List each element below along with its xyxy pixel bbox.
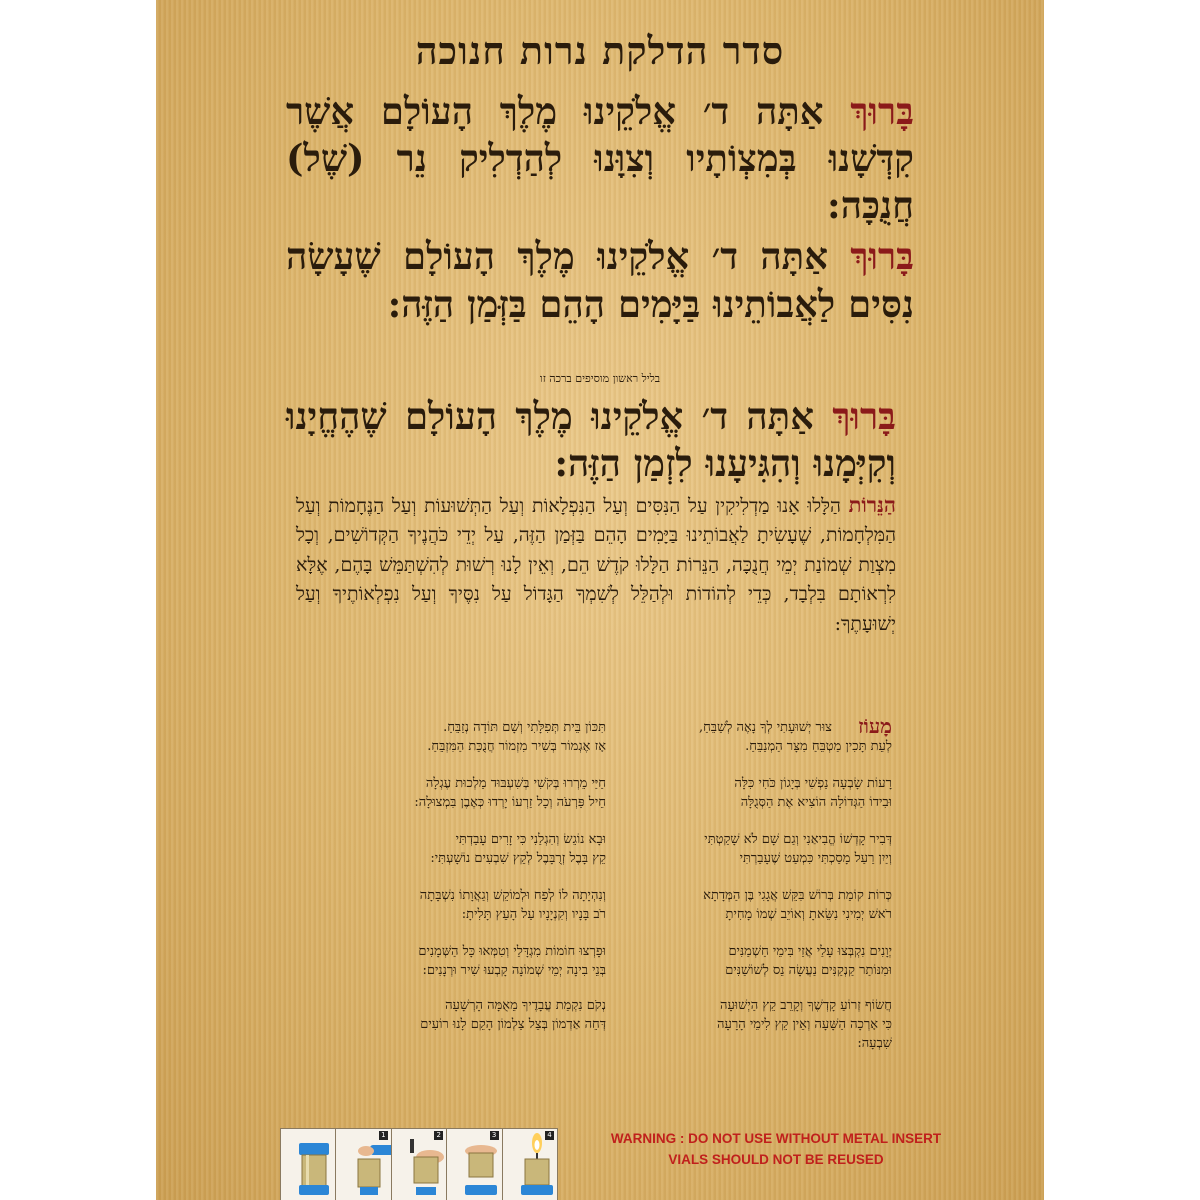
stanza-line: תִּכּוֹן בֵּית תְּפִלָּתִי וְשָׁם תּוֹדָה נְזַבֵּחַ. xyxy=(443,720,606,735)
blessing-3-text: אַתָּה ד׳ אֱלֹקֵינוּ מֶלֶךְ הָעוֹלָם שֶׁהֶחֱיָנוּ וְקִיְּמָנוּ וְהִגִּיעָנוּ לִזְמַן הַזֶּה: xyxy=(286,394,896,485)
stanza-2 xyxy=(612,774,892,812)
step-number: 1 xyxy=(379,1131,388,1140)
stanza-line: רָעוֹת שָׂבְעָה נַפְשִׁי בְּיָגוֹן כֹּחִי כִּלָּה xyxy=(734,776,892,791)
stanza-line: כְּרוֹת קוֹמַת בְּרוֹשׁ בִּקֵּשׁ אֲגָגִי בֶּן הַמְּדָתָא xyxy=(703,888,892,903)
candle-cup-icon xyxy=(281,1129,336,1199)
first-night-note: בליל ראשון מוסיפים ברכה זו xyxy=(539,372,661,385)
stanza-line: קֵץ בָּבֶל זְרֻבָּבֶל לְקֵץ שִׁבְעִים נוֹשָׁעְתִּי: xyxy=(430,851,606,866)
stanza-line: בְּנֵי בִינָה יְמֵי שְׁמוֹנָה קָבְעוּ שִׁיר וּרְנָנִים: xyxy=(422,963,606,978)
stanza-line: אָז אֶגְמוֹר בְּשִׁיר מִזְמוֹר חֲנֻכַּת הַמִּזְבֵּחַ. xyxy=(427,739,606,754)
blessing-3 xyxy=(286,393,896,487)
stanza-1 xyxy=(612,718,892,756)
stanza-line: יְוָנִים נִקְבְּצוּ עָלַי אֲזַי בִּימֵי חַשְׁמַנִּים xyxy=(728,944,892,959)
instruction-step-4 xyxy=(503,1129,557,1200)
haneirot-paragraph xyxy=(296,490,896,639)
page-title: סדר הדלקת נרות חנוכה xyxy=(415,28,785,73)
step-number: 3 xyxy=(490,1131,499,1140)
step-number: 2 xyxy=(434,1131,443,1140)
prayer-card xyxy=(156,0,1044,1200)
maoz-tzur-title: מָעוֹז xyxy=(858,714,892,738)
stanza-line: חַיַּי מֵרְרוּ בְּקֹשִׁי בְּשִׁעְבּוּד מַלְכוּת עֶגְלָה xyxy=(425,776,606,791)
blessing-1-first-word: בָּרוּךְ xyxy=(850,89,914,133)
step-number: 4 xyxy=(545,1131,554,1140)
stanza-line: חֵיל פַּרְעֹה וְכָל זַרְעוֹ יָרְדוּ כְּאֶבֶן בִּמְצוּלָה: xyxy=(414,795,606,810)
blessing-1 xyxy=(286,88,914,229)
warning-line-1: WARNING : DO NOT USE WITHOUT METAL INSERT xyxy=(610,1131,942,1146)
stanza-5 xyxy=(612,942,892,980)
instruction-step-1 xyxy=(336,1129,391,1200)
stanza-line: דְּחֵה אַדְמוֹן בְּצֵל צַלְמוֹן הָקֵם לָנוּ רוֹעִים xyxy=(420,1017,606,1032)
stanza-8 xyxy=(326,774,606,812)
stanza-line: רֹב בָּנָיו וְקִנְיָנָיו עַל הָעֵץ תָּלִיתָ: xyxy=(461,907,606,922)
stanza-12 xyxy=(326,996,606,1034)
stanza-line: וּמִנּוֹתַר קַנְקַנִּים נַעֲשָׂה נֵס לְשׁוֹשַׁנִּים xyxy=(725,963,892,978)
blessing-2 xyxy=(286,232,914,328)
stanza-line: כִּי אָרְכָה הַשָּׁעָה וְאֵין קֵץ לִימֵי הָרָעָה xyxy=(717,1017,892,1032)
stanza-6 xyxy=(612,996,892,1053)
stanza-line: רֹאשׁ יְמִינִי נִשֵּׂאתָ וְאוֹיֵב שְׁמוֹ מָחִיתָ xyxy=(725,907,892,922)
stanza-7 xyxy=(326,718,606,756)
stanza-line: לְעֵת תָּכִין מַטְבֵּחַ מִצָּר הַמְנַבֵּחַ. xyxy=(745,739,892,754)
stanza-line: צוּר יְשׁוּעָתִי לְךָ נָאֶה לְשַׁבֵּחַ, xyxy=(698,720,832,735)
blessing-1-text: אַתָּה ד׳ אֱלֹקֵינוּ מֶלֶךְ הָעוֹלָם אֲשֶׁר קִדְּשָׁנוּ בְּמִצְוֹתָיו וְצִוָּנוּ לְהַדְלִיק נֵר (שֶׁל) חֲנֻכָּה: xyxy=(286,89,914,227)
stanza-11 xyxy=(326,942,606,980)
blessing-2-first-word: בָּרוּךְ xyxy=(850,234,914,278)
stanza-4 xyxy=(612,886,892,924)
haneirot-text: הַלָּלוּ אָנוּ מַדְלִיקִין עַל הַנִּסִּים וְעַל הַנִּפְלָאוֹת וְעַל הַתְּשׁוּעוֹת וְעַל הַנֶּחָמוֹת וְעַל הַמִּלְחָמוֹת, שֶׁעָשִׂיתָ לַאֲבוֹתֵינוּ בַּיָּמִים הָהֵם בַּזְּמַן הַזֶּה, עַל יְדֵי כֹּהֲנֶיךָ הַקְּדוֹשִׁים, וְכָל מִצְוַת שְׁמוֹנַת יְמֵי חֲנֻכָּה, הַנֵּרוֹת הַלָּלוּ קֹדֶשׁ הֵם, וְאֵין לָנוּ רְשׁוּת לְהִשְׁתַּמֵּשׁ בָּהֶם, אֶלָּא לִרְאוֹתָם בִּלְבָד, כְּדֵי לְהוֹדוֹת וּלְהַלֵּל לְשִׁמְךָ הַגָּדוֹל עַל נִסֶּיךָ וְעַל נִפְלְאוֹתֶיךָ וְעַל יְשׁוּעָתֶךָ: xyxy=(296,495,896,635)
stanza-line: דְּבִיר קָדְשׁוֹ הֱבִיאַנִי וְגַם שָׁם לֹא שָׁקַטְתִּי xyxy=(704,832,892,847)
instruction-steps xyxy=(280,1128,558,1200)
stanza-line: חֲשׂוֹף זְרוֹעַ קָדְשֶׁךָ וְקָרֵב קֵץ הַיְשׁוּעָה xyxy=(719,998,892,1013)
blessing-3-first-word: בָּרוּךְ xyxy=(832,394,896,438)
haneirot-first-word: הַנֵּרוֹת xyxy=(848,492,896,517)
stanza-3 xyxy=(612,830,892,868)
stanza-line: וּבִידוֹ הַגְּדוֹלָה הוֹצִיא אֶת הַסְּגֻלָּה xyxy=(740,795,892,810)
stanza-9 xyxy=(326,830,606,868)
instruction-step-2 xyxy=(392,1129,447,1200)
warning-line-2: VIALS SHOULD NOT BE REUSED xyxy=(668,1152,884,1167)
stanza-line: וְיַיִן רַעַל מָסַכְתִּי כִּמְעַט שֶׁעָבַרְתִּי xyxy=(739,851,892,866)
stanza-line: וְנִהְיָתָה לוֹ לְפַח וּלְמוֹקֵשׁ וְגַאֲוָתוֹ נִשְׁבָּתָה xyxy=(419,888,606,903)
stanza-10 xyxy=(326,886,606,924)
stanza-line: וּפָרְצוּ חוֹמוֹת מִגְדָּלַי וְטִמְּאוּ כָּל הַשְּׁמָנִים xyxy=(418,944,606,959)
stanza-line: שִׁבְעָה: xyxy=(857,1036,892,1051)
instruction-step-3 xyxy=(447,1129,502,1200)
stanza-line: נְקֹם נִקְמַת עֲבָדֶיךָ מֵאֻמָּה הָרְשָׁעָה xyxy=(445,998,606,1013)
stanza-line: וּבָא נוֹגֵשׂ וְהִגְלַנִי כִּי זָרִים עָבַדְתִּי xyxy=(455,832,606,847)
instruction-step-0 xyxy=(281,1129,336,1200)
blessing-2-text: אַתָּה ד׳ אֱלֹקֵינוּ מֶלֶךְ הָעוֹלָם שֶׁעָשָׂה נִסִּים לַאֲבוֹתֵינוּ בַּיָּמִים הָהֵם בַּזְּמַן הַזֶּה: xyxy=(286,234,914,326)
